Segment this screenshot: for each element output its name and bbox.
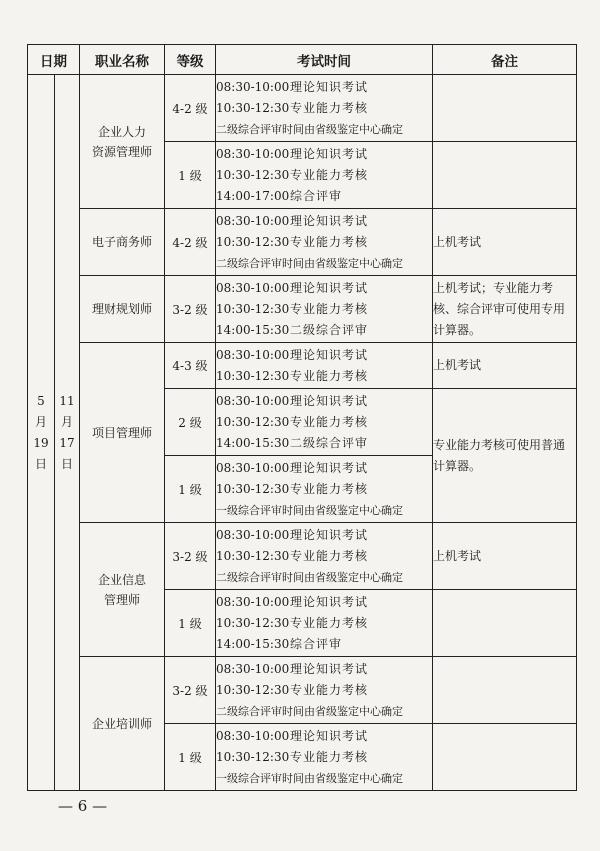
exam-time-cell: 08:30-10:00理论知识考试 10:30-12:30专业能力考核 14:00-15:30二级综合评审 xyxy=(216,276,433,343)
occupation-hr: 企业人力 资源管理师 xyxy=(80,75,165,209)
exam-schedule-table xyxy=(27,44,577,791)
remark-cell: 上机考试；专业能力考核、综合评审可使用专用计算器。 xyxy=(433,276,577,343)
exam-time-cell: 08:30-10:00理论知识考试 10:30-12:30专业能力考核 二级综合评审时间由省级鉴定中心确定 xyxy=(216,523,433,590)
exam-time-cell: 08:30-10:00理论知识考试 10:30-12:30专业能力考核 二级综合评审时间由省级鉴定中心确定 xyxy=(216,657,433,724)
occupation-ecommerce: 电子商务师 xyxy=(80,209,165,276)
remark-cell xyxy=(433,657,577,724)
date-left-0: 5 xyxy=(37,393,45,408)
level-cell: 4-3 级 xyxy=(165,343,216,389)
level-cell: 1 级 xyxy=(165,590,216,657)
remark-cell xyxy=(433,142,577,209)
remark-cell: 专业能力考核可使用普通计算器。 xyxy=(433,389,577,523)
table-row xyxy=(28,657,577,724)
date-right-0: 11 xyxy=(59,393,75,408)
level-cell: 4-2 级 xyxy=(165,75,216,142)
level-cell: 1 级 xyxy=(165,456,216,523)
table-row xyxy=(28,209,577,276)
date-left-3: 日 xyxy=(34,456,47,471)
header-occupation: 职业名称 xyxy=(80,45,165,75)
header-date: 日期 xyxy=(28,45,80,75)
remark-cell xyxy=(433,724,577,791)
exam-time-cell: 08:30-10:00理论知识考试 10:30-12:30专业能力考核 14:00-17:00综合评审 xyxy=(216,142,433,209)
occupation-info: 企业信息 管理师 xyxy=(80,523,165,657)
occupation-project: 项目管理师 xyxy=(80,343,165,523)
date-right-1: 月 xyxy=(60,414,73,429)
date-left-1: 月 xyxy=(34,414,47,429)
remark-cell: 上机考试 xyxy=(433,343,577,389)
date-cell-right xyxy=(55,75,80,791)
level-cell: 3-2 级 xyxy=(165,276,216,343)
remark-cell: 上机考试 xyxy=(433,523,577,590)
date-right-2: 17 xyxy=(59,435,75,450)
header-exam-time: 考试时间 xyxy=(216,45,433,75)
exam-time-cell: 08:30-10:00理论知识考试 10:30-12:30专业能力考核 14:00-15:30综合评审 xyxy=(216,590,433,657)
header-level: 等级 xyxy=(165,45,216,75)
level-cell: 4-2 级 xyxy=(165,209,216,276)
date-left-2: 19 xyxy=(33,435,49,450)
level-cell: 2 级 xyxy=(165,389,216,456)
remark-cell xyxy=(433,75,577,142)
exam-time-cell: 08:30-10:00理论知识考试 10:30-12:30专业能力考核 xyxy=(216,343,433,389)
exam-time-cell: 08:30-10:00理论知识考试 10:30-12:30专业能力考核 一级综合评审时间由省级鉴定中心确定 xyxy=(216,724,433,791)
occupation-trainer: 企业培训师 xyxy=(80,657,165,791)
table-row xyxy=(28,276,577,343)
remark-cell xyxy=(433,590,577,657)
exam-time-cell: 08:30-10:00理论知识考试 10:30-12:30专业能力考核 14:00-15:30二级综合评审 xyxy=(216,389,433,456)
occupation-financial: 理财规划师 xyxy=(80,276,165,343)
header-row xyxy=(28,45,577,75)
exam-time-cell: 08:30-10:00理论知识考试 10:30-12:30专业能力考核 二级综合评审时间由省级鉴定中心确定 xyxy=(216,209,433,276)
table-row xyxy=(28,343,577,389)
page-number: — 6 — xyxy=(58,797,108,815)
header-remarks: 备注 xyxy=(433,45,577,75)
exam-time-cell: 08:30-10:00理论知识考试 10:30-12:30专业能力考核 一级综合评审时间由省级鉴定中心确定 xyxy=(216,456,433,523)
table-row xyxy=(28,523,577,590)
level-cell: 1 级 xyxy=(165,724,216,791)
exam-time-cell: 08:30-10:00理论知识考试 10:30-12:30专业能力考核 二级综合评审时间由省级鉴定中心确定 xyxy=(216,75,433,142)
level-cell: 1 级 xyxy=(165,142,216,209)
level-cell: 3-2 级 xyxy=(165,523,216,590)
level-cell: 3-2 级 xyxy=(165,657,216,724)
table-row xyxy=(28,75,577,142)
date-right-3: 日 xyxy=(60,456,73,471)
remark-cell: 上机考试 xyxy=(433,209,577,276)
date-cell-left xyxy=(28,75,55,791)
